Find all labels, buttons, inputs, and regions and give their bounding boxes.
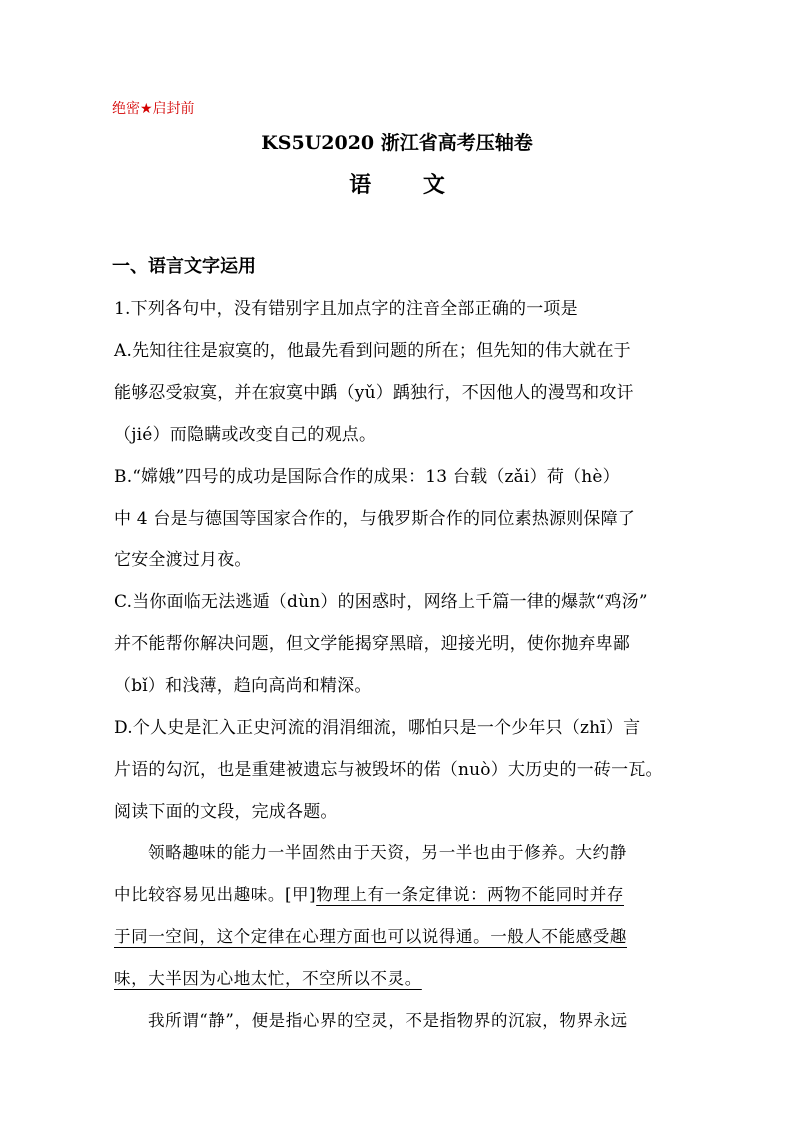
underlined-passage-line: 味，大半因为心地太忙，不空所以不灵。	[114, 969, 422, 988]
option-c-line: 并不能帮你解决问题，但文学能揭穿黑暗，迎接光明，使你抛弃卑鄙	[114, 634, 630, 654]
option-b-line: 它安全渡过月夜。	[114, 550, 252, 570]
option-a-line: 能够忍受寂寞，并在寂寞中踽（yǔ）踽独行，不因他人的漫骂和攻讦	[114, 383, 634, 403]
exam-title: KS5U2020 浙江省高考压轴卷	[261, 132, 533, 154]
option-a-line: （jié）而隐瞒或改变自己的观点。	[114, 425, 377, 445]
passage-text: 中比较容易见出趣味。[甲]	[114, 885, 317, 904]
confidential-mark: 绝密★启封前	[112, 101, 195, 117]
option-d-line: D.个人史是汇入正史河流的涓涓细流，哪怕只是一个少年只（zhī）言	[114, 718, 641, 738]
underlined-passage-text: 物理上有一条定律说：两物不能同时并存	[316, 885, 624, 904]
passage-line	[114, 881, 624, 905]
option-b-line: B.“嫦娥”四号的成功是国际合作的成果：13 台载（zǎi）荷（hè）	[114, 467, 620, 487]
option-b-line: 中 4 台是与德国等国家合作的，与俄罗斯合作的同位素热源则保障了	[114, 509, 636, 529]
option-c-line: （bǐ）和浅薄，趋向高尚和精深。	[114, 676, 372, 696]
subject-title: 语 文	[349, 172, 467, 198]
passage-line: 我所谓“静”，便是指心界的空灵，不是指物界的沉寂，物界永远	[148, 1011, 628, 1030]
option-a-line: A.先知往往是寂寞的，他最先看到问题的所在；但先知的伟大就在于	[114, 341, 631, 361]
underlined-passage-line: 于同一空间，这个定律在心理方面也可以说得通。一般人不能感受趣	[114, 927, 627, 946]
passage-line: 领略趣味的能力一半固然由于天资，另一半也由于修养。大约静	[148, 843, 627, 862]
reading-instruction: 阅读下面的文段，完成各题。	[114, 802, 338, 822]
option-c-line: C.当你面临无法逃遁（dùn）的困惑时，网络上千篇一律的爆款“鸡汤”	[114, 592, 648, 612]
section-heading: 一、语言文字运用	[112, 256, 256, 277]
question-stem: 1.下列各句中，没有错别字且加点字的注音全部正确的一项是	[114, 299, 578, 319]
option-d-line: 片语的勾沉，也是重建被遗忘与被毁坏的偌（nuò）大历史的一砖一瓦。	[114, 760, 663, 780]
